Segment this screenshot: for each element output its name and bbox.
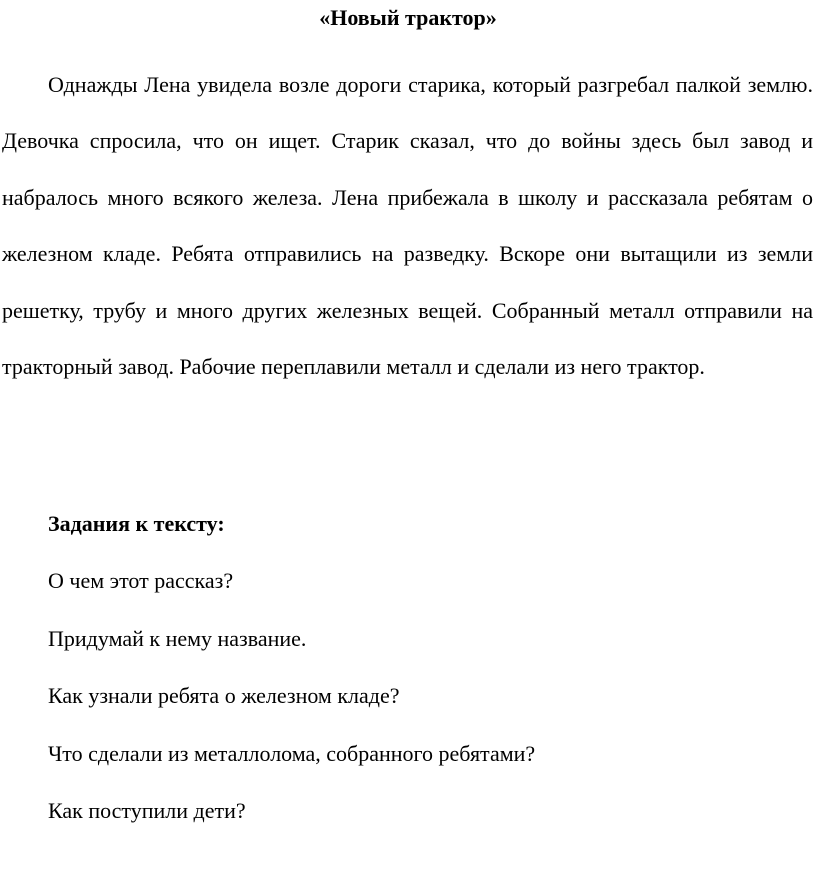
question-item: Придумай к нему название.: [48, 625, 307, 651]
question-item: О чем этот рассказ?: [48, 568, 234, 593]
tasks-heading: Задания к тексту:: [48, 511, 225, 536]
question-item: Как узнали ребята о железном кладе?: [48, 683, 400, 708]
question-item: Что сделали из металлолома, собранного ребятами?: [48, 740, 536, 766]
question-item: Как поступили дети?: [48, 798, 246, 823]
document-title: «Новый трактор»: [319, 5, 497, 30]
questions-list: [48, 565, 535, 853]
story-paragraph: Однажды Лена увидела возле дороги старика, который разгребал палкой землю. Девочка спросила, что он ищет. Старик сказал, что до войны здесь был завод и набралось много всякого железа. Лена прибежала в школу и рассказала ребятам о железном кладе. Ребята отправились на разведку. Вскоре они вытащили из земли решетку, трубу и много других железных вещей. Собранный металл отправили на тракторный завод. Рабочие переплавили металл и сделали из него трактор.: [2, 72, 813, 380]
